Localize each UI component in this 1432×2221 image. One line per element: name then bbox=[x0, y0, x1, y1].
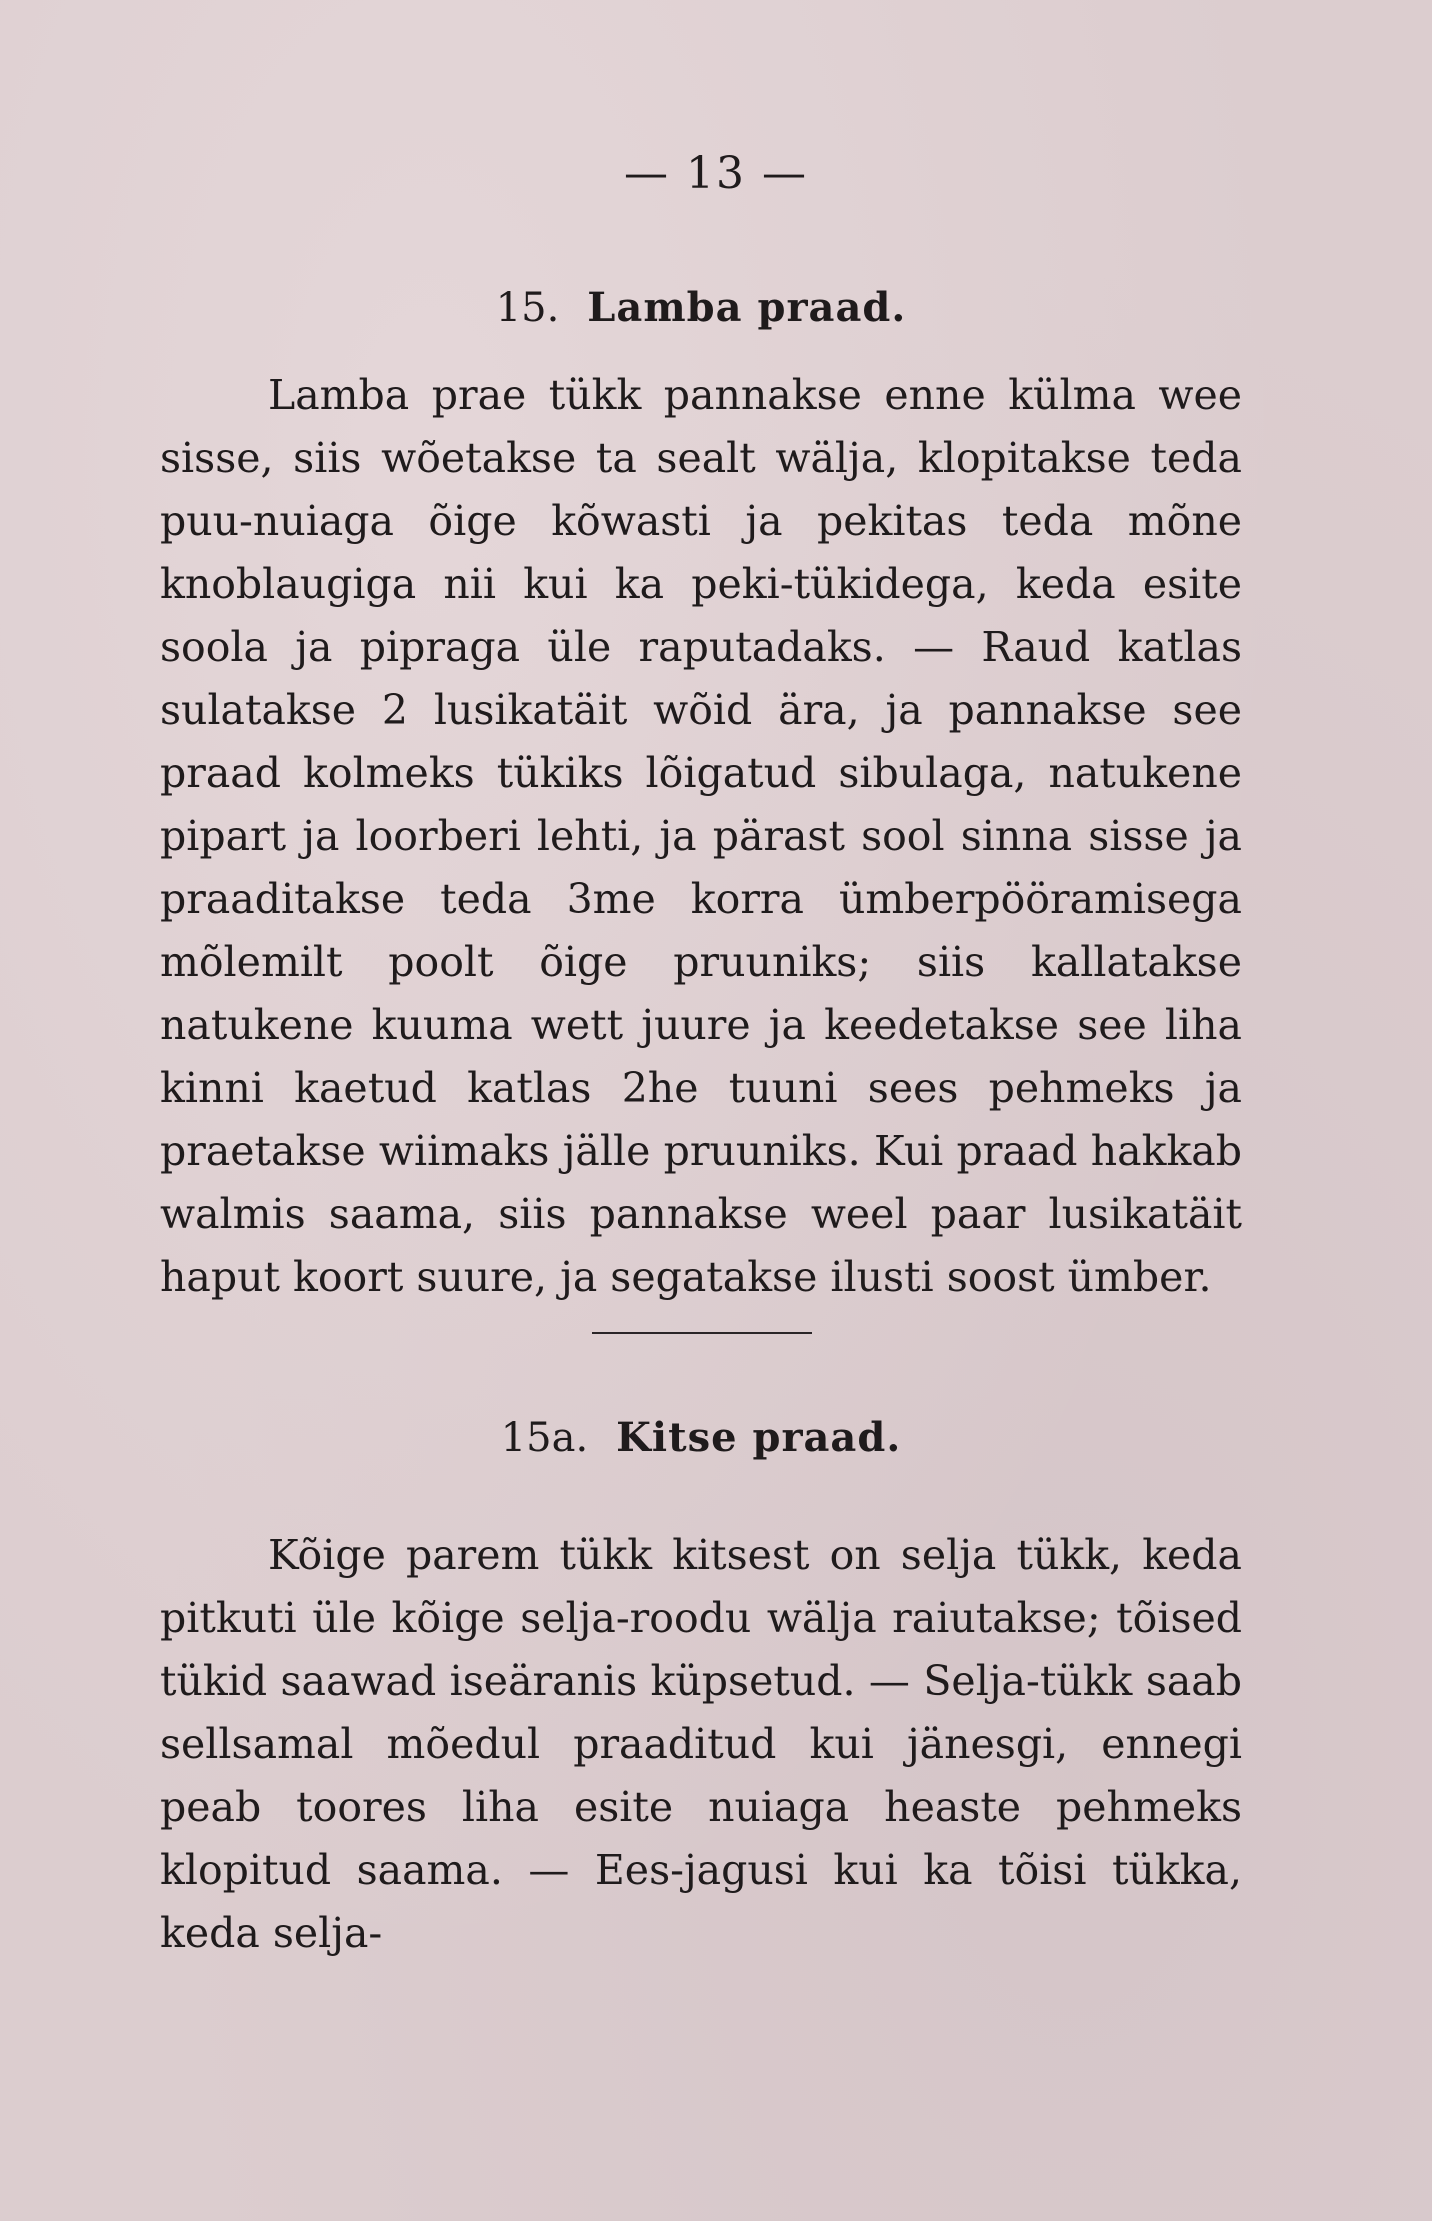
section-body-text: Lamba prae tükk pannakse enne külma wee sisse, siis wõetakse ta sealt wälja, klopitakse teda puu-nuiaga õige kõwasti ja pekitas teda mõne knoblaugiga nii kui ka peki-tükidega, keda esite soola ja pipraga üle raputadaks. — Raud katlas sulatakse 2 lusikatäit wõid ära, ja pannakse see praad kolmeks tükiks lõigatud sibulaga, natukene pipart ja loorberi lehti, ja pärast sool sinna sisse ja praaditakse teda 3me korra ümberpööramisega mõlemilt poolt õige pruuniks; siis kallatakse natukene kuuma wett juure ja keedetakse see liha kinni kaetud katlas 2he tuuni sees pehmeks ja praetakse wiimaks jälle pruuniks. Kui praad hakkab walmis saama, siis pannakse weel paar lusikatäit haput koort suure, ja segatakse ilusti soost ümber. bbox=[160, 371, 1242, 1301]
section-number: 15. bbox=[495, 285, 560, 331]
section-heading bbox=[160, 1408, 1242, 1468]
section-number: 15a. bbox=[500, 1415, 589, 1461]
section-divider bbox=[592, 1332, 812, 1334]
recipe-section-lamb-roast bbox=[160, 278, 1242, 1309]
page-number: — 13 — bbox=[624, 148, 808, 199]
section-title: Lamba praad. bbox=[587, 284, 907, 331]
section-body-text: Kõige parem tükk kitsest on selja tükk, keda pitkuti üle kõige selja-roodu wälja raiutakse; tõised tükid saawad iseäranis küpsetud. — Selja-tükk saab sellsamal mõedul praaditud kui jänesgi, ennegi peab toores liha esite nuiaga heaste pehmeks klopitud saama. — Ees-jagusi kui ka tõisi tükka, keda selja- bbox=[160, 1531, 1242, 1957]
section-heading bbox=[160, 278, 1242, 338]
section-title: Kitse praad. bbox=[616, 1414, 902, 1461]
recipe-section-goat-roast bbox=[160, 1408, 1242, 1965]
